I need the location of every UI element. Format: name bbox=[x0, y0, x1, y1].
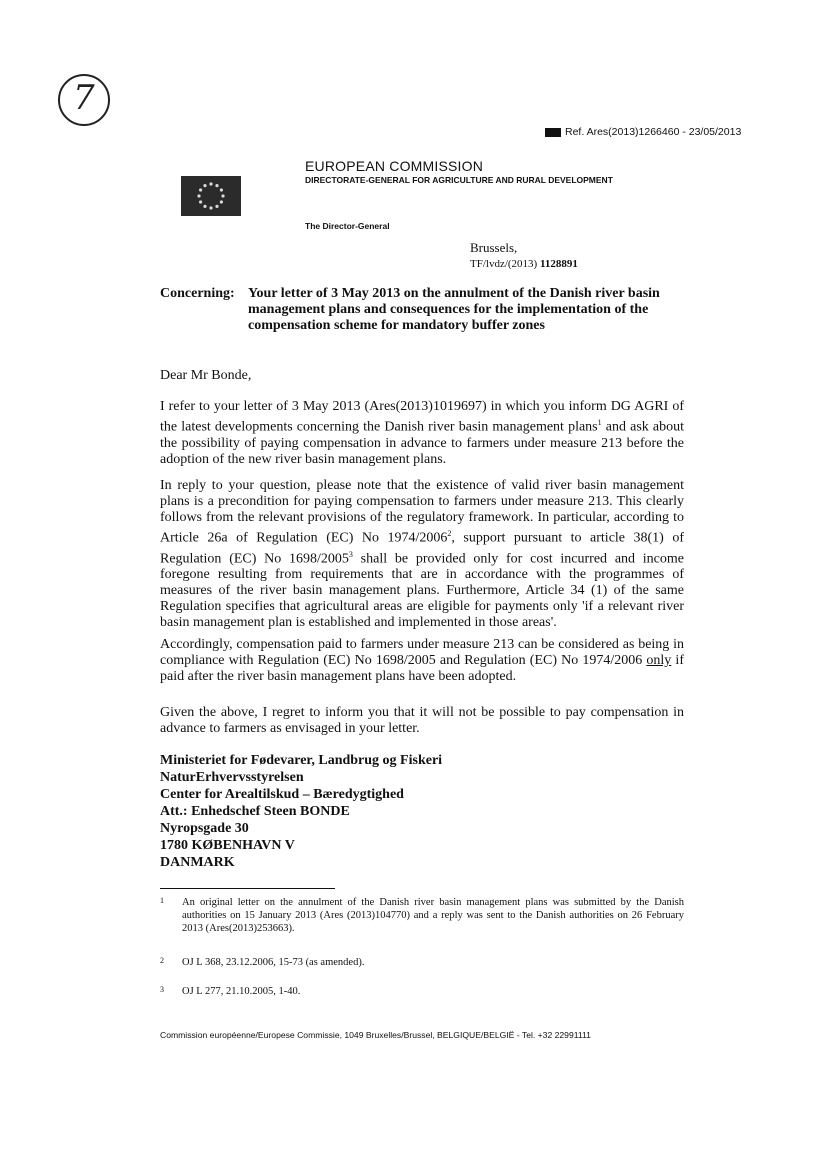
address-line: 1780 KØBENHAVN V bbox=[160, 838, 295, 853]
paragraph-2-text-a: In reply to your question, please note that the existence of valid river basin management plans is a precondition for paying compensation to farmers under measure 213. This clearly follows from the relevant provisions of the regulatory framework. In particular, according to Article 26a of Regulation (EC) No 1974/2006 bbox=[160, 478, 684, 546]
address-line: Att.: Enhedschef Steen BONDE bbox=[160, 804, 350, 819]
file-reference-prefix: TF/lvdz/(2013) bbox=[470, 258, 538, 270]
commission-address-footer: Commission européenne/Europese Commissie, 1049 Bruxelles/Brussel, BELGIQUE/BELGIË - Tel. +32 22991111 bbox=[160, 1030, 591, 1040]
recipient-address bbox=[160, 752, 442, 871]
paragraph-2-text-c: shall be provided only for cost incurred and income foregone resulting from requirements that are in accordance with the programmes of measures of the river basin management plans. Furthermore, Article 34 (1) of the same Regulation specifies that agricultural areas are eligible for payments only 'if a relevant river basin management plan is established and implemented in those areas'. bbox=[160, 551, 684, 631]
address-line: Center for Arealtilskud – Bæredygtighed bbox=[160, 787, 404, 802]
paragraph-3 bbox=[160, 637, 684, 685]
handwritten-number: 7 bbox=[73, 78, 95, 118]
eu-flag-logo bbox=[181, 176, 241, 216]
footnote-text: OJ L 368, 23.12.2006, 15-73 (as amended). bbox=[182, 957, 365, 968]
paragraph-1 bbox=[160, 399, 684, 468]
paragraph-2 bbox=[160, 478, 684, 631]
concerning-label: Concerning: bbox=[160, 286, 235, 301]
footnote-text: An original letter on the annulment of the Danish river basin management plans was submitted by the Danish authorities on 15 January 2013 (Ares (2013)104770) and a reply was sent to the Danish authorities on 26 February 2013 (Ares(2013)253663). bbox=[182, 897, 684, 934]
footnote-ref-1: 1 bbox=[597, 418, 602, 427]
letter-place: Brussels, bbox=[470, 240, 518, 255]
salutation: Dear Mr Bonde, bbox=[160, 368, 252, 383]
paragraph-4: Given the above, I regret to inform you that it will not be possible to pay compensation in advance to farmers as envisaged in your letter. bbox=[160, 705, 684, 736]
address-line: Nyropsgade 30 bbox=[160, 821, 249, 836]
file-reference bbox=[470, 258, 578, 270]
footnote-number: 1 bbox=[160, 896, 164, 905]
commission-title: EUROPEAN COMMISSION bbox=[305, 158, 484, 174]
paragraph-3-text-b: if paid after the river basin management plans have been adopted. bbox=[160, 653, 684, 684]
paragraph-3-underlined: only bbox=[646, 653, 672, 668]
barcode-icon bbox=[545, 128, 561, 137]
footnote-number: 2 bbox=[160, 956, 164, 965]
footnote-text: OJ L 277, 21.10.2005, 1-40. bbox=[182, 986, 301, 997]
footnote-divider bbox=[160, 888, 335, 889]
paragraph-2-text-b: , support pursuant to article 38(1) of Regulation (EC) No 1698/2005 bbox=[160, 530, 685, 567]
address-line: NaturErhvervsstyrelsen bbox=[160, 770, 304, 785]
director-general-label: The Director-General bbox=[305, 221, 390, 231]
paragraph-1-text-a: I refer to your letter of 3 May 2013 (Ares(2013)1019697) in which you inform DG AGRI of the latest developments concerning the Danish river basin management plans bbox=[160, 399, 684, 435]
reference-number: Ref. Ares(2013)1266460 - 23/05/2013 bbox=[565, 126, 742, 138]
footnote-ref-2: 2 bbox=[447, 529, 452, 538]
file-reference-number: 1128891 bbox=[539, 258, 578, 270]
address-line: DANMARK bbox=[160, 855, 235, 870]
footnote-number: 3 bbox=[160, 985, 164, 994]
footnote-ref-3: 3 bbox=[348, 549, 353, 559]
paragraph-3-text-a: Accordingly, compensation paid to farmers under measure 213 can be considered as being in compliance with Regulation (EC) No 1698/2005 and Regulation (EC) No 1974/2006 bbox=[160, 637, 684, 668]
address-line: Ministeriet for Fødevarer, Landbrug og Fiskeri bbox=[160, 753, 443, 768]
paragraph-1-text-b: and ask about the possibility of paying compensation in advance to farmers under measure 213 before the adoption of the new river basin management plans. bbox=[160, 419, 685, 467]
reference-stamp bbox=[545, 126, 741, 138]
concerning-subject: Your letter of 3 May 2013 on the annulment of the Danish river basin management plans and consequences for the implementation of the compensation scheme for mandatory buffer zones bbox=[248, 286, 660, 333]
directorate-general: DIRECTORATE-GENERAL FOR AGRICULTURE AND RURAL DEVELOPMENT bbox=[305, 175, 613, 185]
